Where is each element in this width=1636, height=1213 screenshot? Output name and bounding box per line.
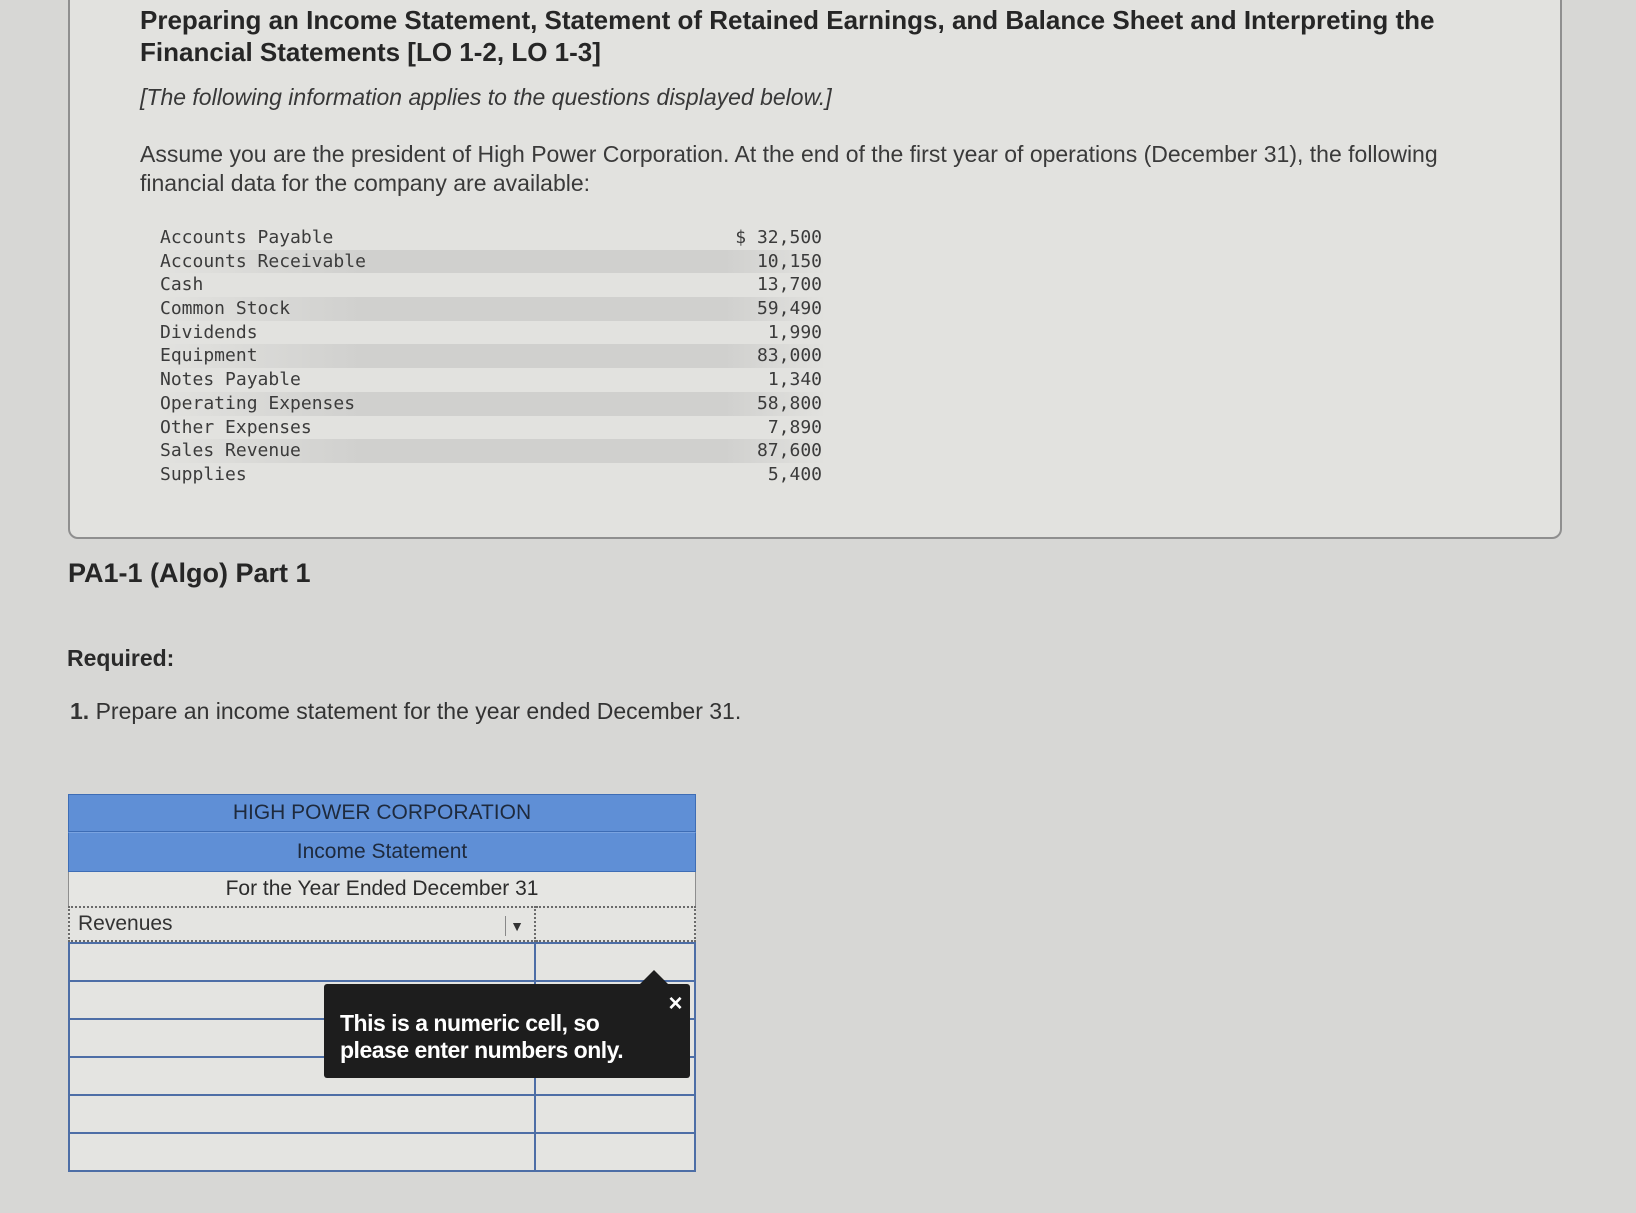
account-amount: 58,800 (756, 392, 822, 414)
account-name: Common Stock (160, 298, 291, 320)
required-label: Required: (67, 645, 175, 671)
account-select-value: Revenues (78, 912, 173, 935)
account-amount: $ 32,500 (735, 227, 822, 248)
account-amount: 83,000 (756, 345, 822, 367)
company-name-header: HIGH POWER CORPORATION (68, 794, 696, 832)
financial-data-row (160, 344, 826, 368)
account-name: Accounts Payable (160, 227, 334, 248)
financial-data-row (160, 226, 826, 250)
amount-input[interactable] (536, 944, 696, 980)
amount-input[interactable] (536, 906, 696, 942)
instruction-text: Prepare an income statement for the year ended December 31. (95, 698, 742, 724)
part-title: PA1-1 (Algo) Part 1 (68, 558, 311, 588)
financial-data-table (160, 226, 826, 487)
account-name: Dividends (160, 321, 258, 343)
financial-data-row (160, 250, 826, 274)
chevron-down-icon[interactable]: ▼ (505, 916, 528, 936)
account-name: Sales Revenue (160, 440, 301, 462)
table-row (68, 906, 696, 944)
account-amount: 87,600 (756, 440, 822, 462)
numeric-cell-tooltip (324, 984, 690, 1078)
account-amount: 1,990 (767, 321, 822, 343)
account-amount: 59,490 (756, 298, 822, 320)
tooltip-message: This is a numeric cell, so please enter numbers only. (340, 1010, 624, 1063)
account-name: Operating Expenses (160, 392, 356, 414)
account-amount: 5,400 (767, 463, 822, 485)
account-amount: 13,700 (756, 274, 822, 296)
account-amount: 10,150 (756, 250, 822, 272)
instruction-number: 1. (70, 698, 90, 724)
table-row (68, 944, 696, 982)
account-name: Notes Payable (160, 369, 301, 391)
table-row (68, 1096, 696, 1134)
statement-period-header: For the Year Ended December 31 (68, 872, 696, 906)
problem-note: [The following information applies to the questions displayed below.] (140, 84, 832, 110)
amount-input[interactable] (536, 1134, 696, 1170)
income-statement-worksheet (68, 794, 696, 1172)
financial-data-row (160, 392, 826, 416)
account-name: Other Expenses (160, 416, 312, 438)
amount-input[interactable] (536, 1096, 696, 1132)
financial-data-row (160, 297, 826, 321)
financial-data-row (160, 368, 826, 392)
account-select[interactable] (68, 906, 536, 942)
account-amount: 7,890 (767, 416, 822, 438)
account-name: Accounts Receivable (160, 250, 366, 272)
account-name: Cash (160, 274, 204, 296)
problem-intro: Assume you are the president of High Power Corporation. At the end of the first year of operations (December 31), the following financial data for the company are available: (140, 141, 1438, 196)
problem-title: Preparing an Income Statement, Statement of Retained Earnings, and Balance Sheet and Interpreting the Financial Statements [LO 1-2, LO 1-3] (140, 5, 1435, 67)
account-amount: 1,340 (767, 369, 822, 391)
account-select[interactable] (68, 1096, 536, 1132)
financial-data-row (160, 416, 826, 440)
account-name: Supplies (160, 463, 247, 485)
account-select[interactable] (68, 1134, 536, 1170)
account-name: Equipment (160, 345, 258, 367)
close-icon[interactable]: × (668, 990, 682, 1017)
financial-data-row (160, 321, 826, 345)
account-select[interactable] (68, 944, 536, 980)
instruction (70, 698, 741, 725)
table-row (68, 1134, 696, 1172)
financial-data-row (160, 439, 826, 463)
financial-data-row (160, 273, 826, 297)
statement-name-header: Income Statement (68, 832, 696, 872)
financial-data-row (160, 463, 826, 487)
